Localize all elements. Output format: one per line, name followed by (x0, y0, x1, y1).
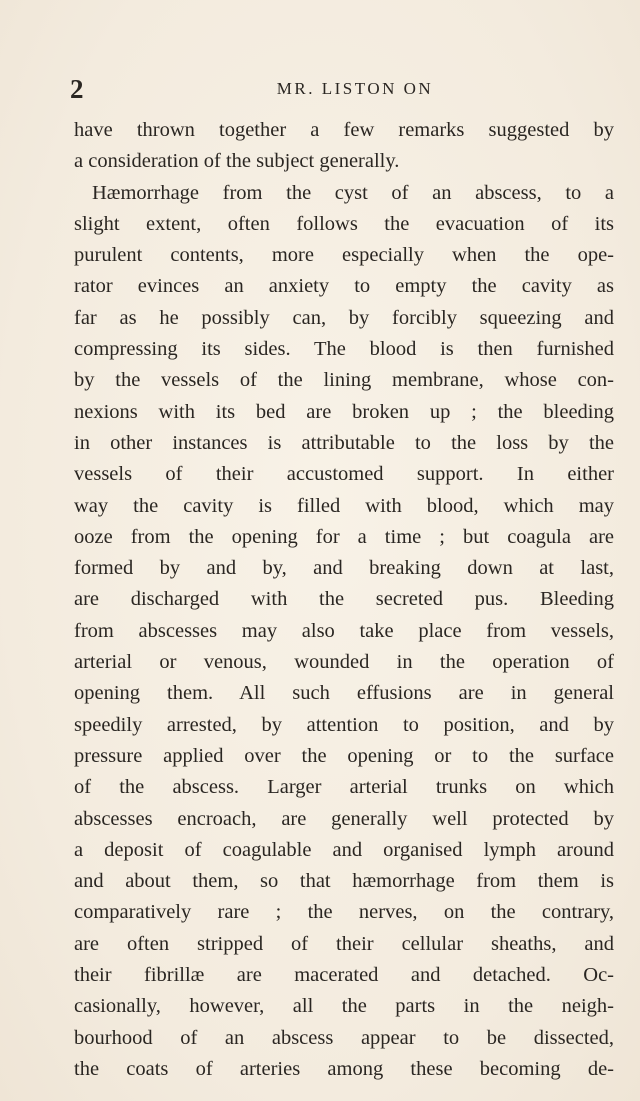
text-line: a consideration of the subject generally. (74, 150, 400, 173)
text-line: in other instances is attributable to the loss by the (74, 431, 614, 454)
text-line: a deposit of coagulable and organised lymph around (74, 838, 614, 861)
text-line: speedily arrested, by attention to position, and by (74, 713, 614, 736)
page-header (70, 74, 610, 104)
text-line: of the abscess. Larger arterial trunks on which (74, 776, 614, 799)
text-line: formed by and by, and breaking down at last, (74, 557, 614, 580)
text-line: purulent contents, more especially when the ope- (74, 244, 614, 267)
body-text (74, 115, 614, 1085)
text-line: compressing its sides. The blood is then furnished (74, 338, 614, 361)
text-line: Hæmorrhage from the cyst of an abscess, to a (92, 181, 614, 204)
text-line: rator evinces an anxiety to empty the cavity as (74, 275, 614, 298)
text-line: bourhood of an abscess appear to be dissected, (74, 1026, 614, 1049)
text-line: the coats of arteries among these becoming de- (74, 1057, 614, 1080)
page-number: 2 (70, 74, 84, 104)
text-line: and about them, so that hæmorrhage from them is (74, 870, 614, 893)
text-line: vessels of their accustomed support. In either (74, 463, 614, 486)
text-line: opening them. All such effusions are in general (74, 682, 614, 705)
text-line: ooze from the opening for a time ; but coagula are (74, 525, 614, 548)
text-line: far as he possibly can, by forcibly squeezing and (74, 306, 614, 329)
text-line: way the cavity is filled with blood, which may (74, 494, 614, 517)
text-line: comparatively rare ; the nerves, on the contrary, (74, 901, 614, 924)
text-line: casionally, however, all the parts in the neigh- (74, 995, 614, 1018)
text-line: slight extent, often follows the evacuation of its (74, 212, 614, 235)
text-line: are often stripped of their cellular sheaths, and (74, 932, 614, 955)
text-line: are discharged with the secreted pus. Bleeding (74, 588, 614, 611)
text-line: have thrown together a few remarks suggested by (74, 119, 614, 141)
text-line: from abscesses may also take place from vessels, (74, 619, 614, 642)
text-line: by the vessels of the lining membrane, whose con- (74, 369, 614, 392)
text-line: abscesses encroach, are generally well protected by (74, 807, 614, 830)
text-line: their fibrillæ are macerated and detached. Oc- (74, 964, 614, 987)
running-head: MR. LISTON ON (276, 79, 434, 98)
text-line: arterial or venous, wounded in the operation of (74, 651, 614, 674)
text-line: pressure applied over the opening or to the surface (74, 744, 614, 767)
text-line: nexions with its bed are broken up ; the bleeding (74, 400, 614, 423)
